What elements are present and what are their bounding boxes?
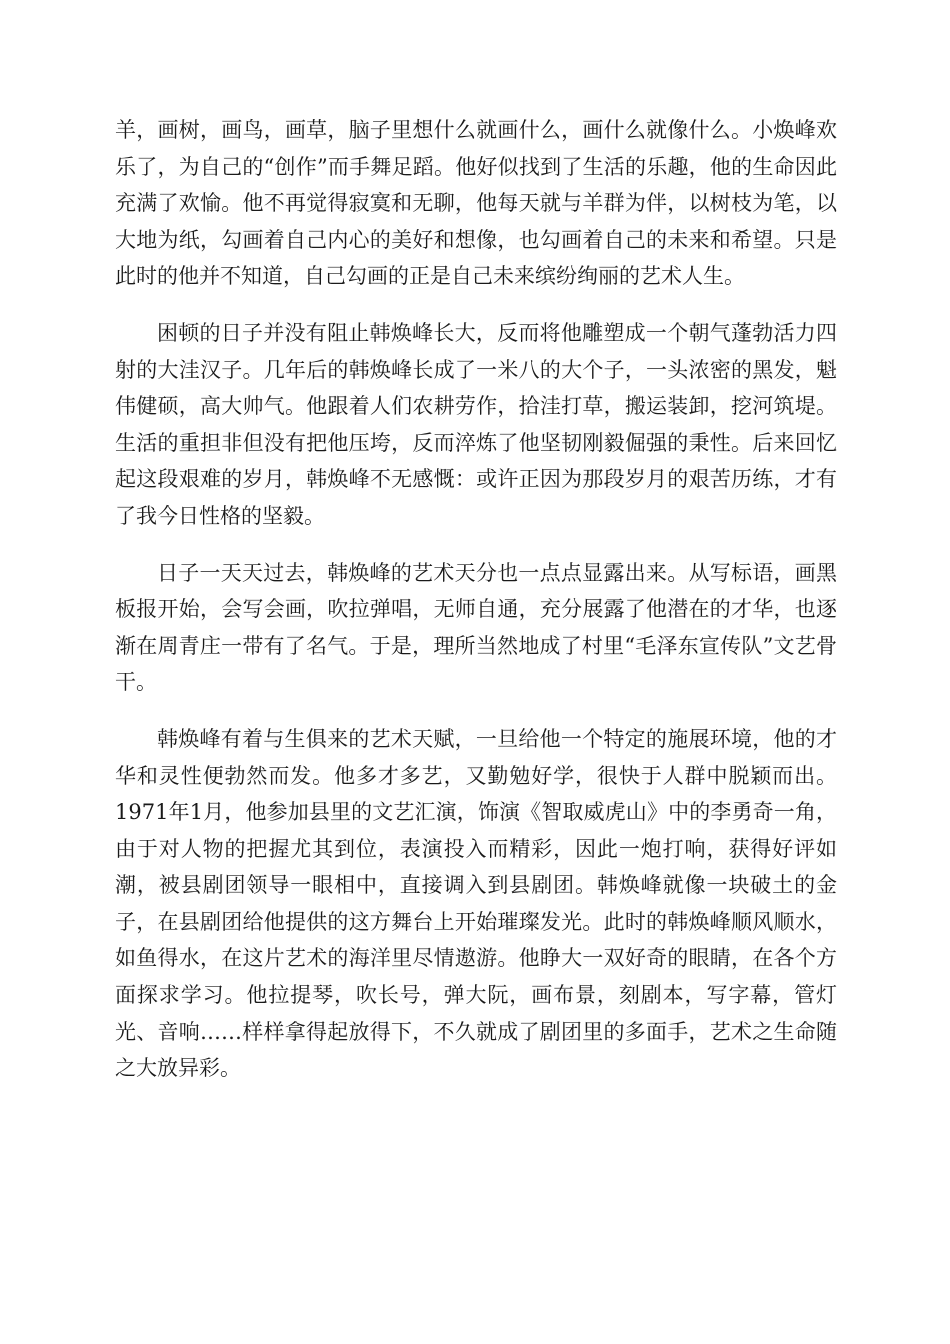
paragraph-2: 困顿的日子并没有阻止韩焕峰长大，反而将他雕塑成一个朝气蓬勃活力四射的大洼汉子。几年后的韩焕峰长成了一米八的大个子，一头浓密的黑发，魁伟健硕，高大帅气。他跟着人们农耕劳作，拾洼打草，搬运装卸，挖河筑堤。生活的重担非但没有把他压垮，反而淬炼了他坚韧刚毅倔强的秉性。后来回忆起这段艰难的岁月，韩焕峰不无感慨：或许正因为那段岁月的艰苦历练，才有了我今日性格的坚毅。 (115, 320, 837, 528)
paragraph-4: 韩焕峰有着与生俱来的艺术天赋，一旦给他一个特定的施展环境，他的才华和灵性便勃然而发。他多才多艺，又勤勉好学，很快于人群中脱颖而出。1971年1月，他参加县里的文艺汇演，饰演《智取威虎山》中的李勇奇一角，由于对人物的把握尤其到位，表演投入而精彩，因此一炮打响，获得好评如潮，被县剧团领导一眼相中，直接调入到县剧团。韩焕峰就像一块破土的金子，在县剧团给他提供的这方舞台上开始璀璨发光。此时的韩焕峰顺风顺水，如鱼得水，在这片艺术的海洋里尽情遨游。他睁大一双好奇的眼睛，在各个方面探求学习。他拉提琴，吹长号，弹大阮，画布景，刻剧本，写字幕，管灯光、音响……样样拿得起放得下，不久就成了剧团里的多面手，艺术之生命随之大放异彩。 (115, 726, 837, 1081)
document-body (115, 112, 837, 1107)
paragraph-1: 羊，画树，画鸟，画草，脑子里想什么就画什么，画什么就像什么。小焕峰欢乐了，为自己的“创作”而手舞足蹈。他好似找到了生活的乐趣，他的生命因此充满了欢愉。他不再觉得寂寞和无聊，他每天就与羊群为伴，以树枝为笔，以大地为纸，勾画着自己内心的美好和想像，也勾画着自己的未来和希望。只是此时的他并不知道，自己勾画的正是自己未来缤纷绚丽的艺术人生。 (115, 118, 837, 289)
paragraph-3: 日子一天天过去，韩焕峰的艺术天分也一点点显露出来。从写标语，画黑板报开始，会写会画，吹拉弹唱，无师自通，充分展露了他潜在的才华，也逐渐在周青庄一带有了名气。于是，理所当然地成了村里“毛泽东宣传队”文艺骨干。 (115, 560, 837, 695)
